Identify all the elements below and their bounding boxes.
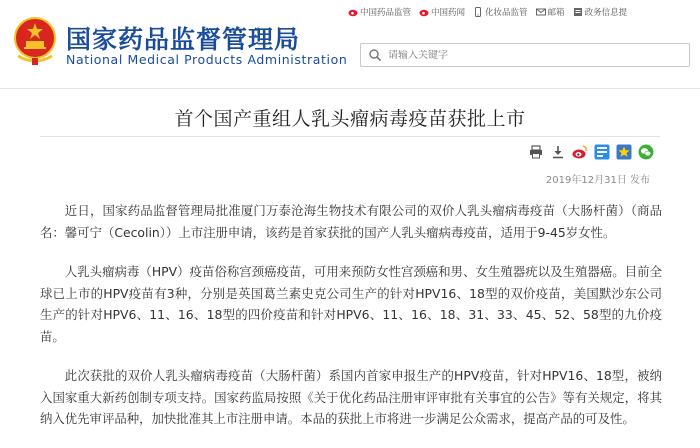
article-paragraph: 近日，国家药品监督管理局批准厦门万泰沧海生物技术有限公司的双价人乳头瘤病毒疫苗（大肠杆菌）（商品名：馨可宁（Cecolin））上市注册申请，该药是首家获批的国产人乳头瘤病毒疫苗，适用于9-45岁女性。: [40, 203, 662, 240]
info-icon: [573, 7, 583, 17]
toplink-mail[interactable]: [536, 6, 565, 18]
toplink-drug-regulation[interactable]: [348, 6, 411, 18]
mail-icon: [536, 7, 546, 17]
search-input[interactable]: [388, 50, 668, 61]
toplink-label: 邮箱: [547, 8, 565, 18]
agency-name-en: National Medical Products Administration: [66, 52, 348, 67]
print-icon[interactable]: [528, 144, 544, 160]
favorite-star-icon[interactable]: [616, 144, 632, 160]
weibo-icon: [348, 7, 358, 17]
share-toolbar: [528, 142, 654, 162]
site-header: [0, 0, 700, 88]
toplink-gov-info[interactable]: [573, 6, 628, 18]
toplink-drug-news[interactable]: [419, 6, 465, 18]
agency-name-cn: 国家药品监督管理局: [66, 25, 301, 54]
publish-date: 2019年12月31日 发布: [545, 175, 650, 186]
title-divider: [40, 136, 660, 137]
toplink-cosmetics[interactable]: [473, 6, 528, 18]
search-box: [360, 43, 690, 67]
weibo-icon: [419, 7, 429, 17]
weibo-share-icon[interactable]: [572, 144, 588, 160]
toplink-label: 中国药品监管: [360, 8, 412, 18]
qq-share-icon[interactable]: [594, 144, 610, 160]
article-paragraph: 人乳头瘤病毒（HPV）疫苗俗称宫颈癌疫苗，可用来预防女性宫颈癌和男、女生殖器疣以及生殖器癌。目前全球已上市的HPV疫苗有3种，分别是英国葛兰素史克公司生产的针对HPV16、18型的双价疫苗，美国默沙东公司生产的针对HPV6、11、16、18型的四价疫苗和针对HPV6、11、16、18、31、33、45、52、58型的九价疫苗。: [40, 264, 662, 344]
wechat-share-icon[interactable]: [638, 144, 654, 160]
national-emblem-icon: [12, 16, 58, 66]
article-body: [40, 200, 662, 448]
article-paragraph: 此次获批的双价人乳头瘤病毒疫苗（大肠杆菌）系国内首家申报生产的HPV疫苗，针对HPV16、18型，被纳入国家重大新药创制专项支持。国家药监局按照《关于优化药品注册审评审批有关事宜的公告》等有关规定，将其纳入优先审评品种，加快批准其上市注册申请。本品的获批上市将进一步满足公众需求，提高产品的可及性。: [40, 368, 662, 426]
toplink-label: 中国药闻: [431, 8, 466, 18]
header-divider: [0, 88, 700, 89]
toplink-label: 化妆品监管: [485, 8, 528, 18]
download-icon[interactable]: [550, 144, 566, 160]
search-icon[interactable]: [368, 48, 382, 62]
article-title: 首个国产重组人乳头瘤病毒疫苗获批上市: [174, 108, 526, 130]
phone-icon: [473, 7, 483, 17]
toplink-label: 政务信息提: [584, 8, 628, 18]
top-links-bar: [348, 3, 698, 21]
